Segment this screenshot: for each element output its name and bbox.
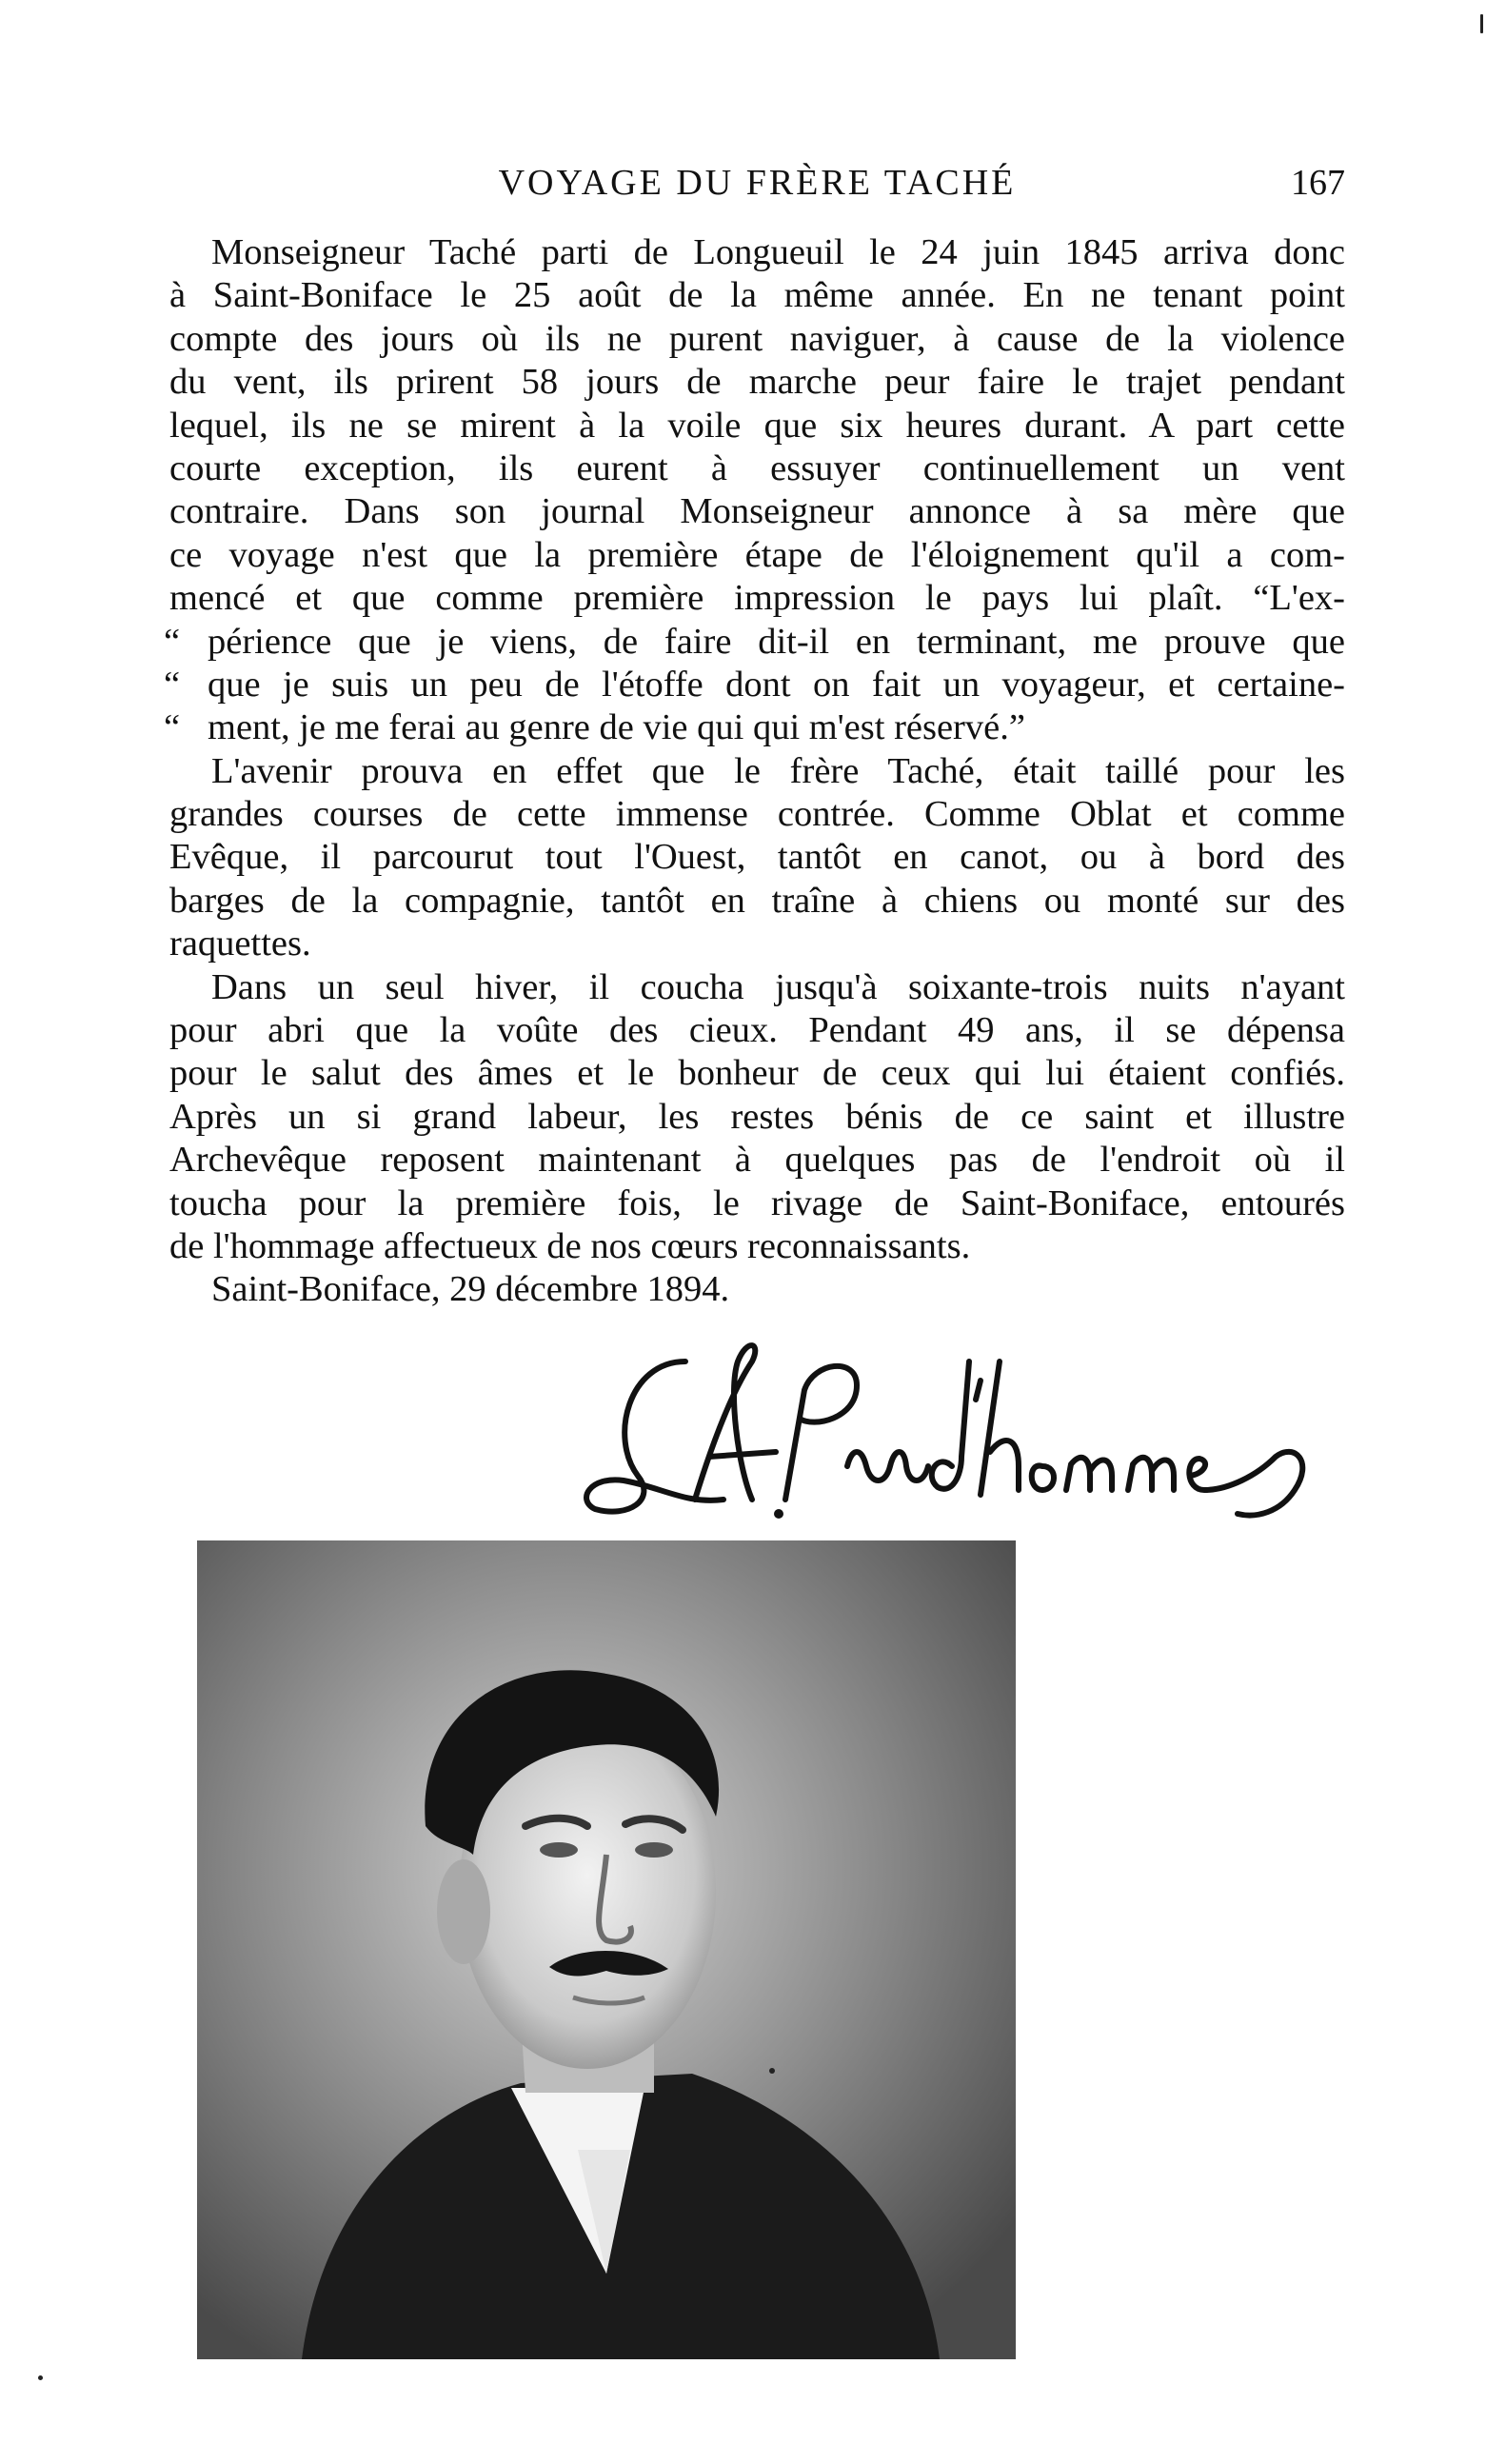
text-line: ce voyage n'est que la première étape de l'éloignement qu'il a com- <box>169 534 1345 575</box>
text-line: Monseigneur Taché parti de Longueuil le 24 juin 1845 arriva donc <box>211 232 1345 272</box>
quote-mark: “ <box>164 621 181 662</box>
text-line: raquettes. <box>169 924 311 964</box>
running-title: VOYAGE DU FRÈRE TACHÉ <box>498 163 1017 203</box>
text-line: L'avenir prouva en effet que le frère Taché, était taillé pour les <box>211 750 1345 791</box>
print-speck <box>1480 14 1483 33</box>
text-line: mencé et que comme première impression le pays lui plaît. “L'ex- <box>169 578 1345 619</box>
text-line: périence que je viens, de faire dit-il en terminant, me prouve que <box>208 621 1345 662</box>
quoted-line <box>164 664 1345 706</box>
quoted-line <box>164 706 1345 749</box>
quote-mark: “ <box>164 707 181 748</box>
text-line: à Saint-Boniface le 25 août de la même année. En ne tenant point <box>169 275 1345 316</box>
portrait-photo <box>197 1540 1016 2359</box>
page-header <box>169 162 1345 209</box>
page-number: 167 <box>1291 163 1345 203</box>
text-line: contraire. Dans son journal Monseigneur annonce à sa mère que <box>169 491 1345 532</box>
text-line: de l'hommage affectueux de nos cœurs reconnaissants. <box>169 1225 971 1266</box>
text-line: courte exception, ils eurent à essuyer continuellement un vent <box>169 447 1345 488</box>
text-line: ment, je me ferai au genre de vie qui qui m'est réservé.” <box>208 707 1025 748</box>
body-text <box>164 231 1345 1312</box>
text-line: Archevêque reposent maintenant à quelques pas de l'endroit où il <box>169 1140 1345 1181</box>
text-line: barges de la compagnie, tantôt en traîne à chiens ou monté sur des <box>169 880 1345 921</box>
text-line: Après un si grand labeur, les restes bénis de ce saint et illustre <box>169 1096 1345 1137</box>
text-line: toucha pour la première fois, le rivage de Saint-Boniface, entourés <box>169 1182 1345 1223</box>
quoted-line <box>164 621 1345 664</box>
dateline: Saint-Boniface, 29 décembre 1894. <box>211 1269 730 1310</box>
text-line: du vent, ils prirent 58 jours de marche peur faire le trajet pendant <box>169 362 1345 403</box>
text-line: pour le salut des âmes et le bonheur de ceux qui lui étaient confiés. <box>169 1053 1345 1094</box>
quote-mark: “ <box>164 664 181 705</box>
print-speck <box>769 2068 775 2074</box>
handwritten-signature <box>571 1323 1333 1542</box>
print-speck <box>38 2375 43 2380</box>
portrait-engraving <box>197 1540 1016 2359</box>
text-line: lequel, ils ne se mirent à la voile que six heures durant. A part cette <box>169 405 1345 446</box>
text-line: que je suis un peu de l'étoffe dont on fait un voyageur, et certaine- <box>208 664 1345 705</box>
text-line: compte des jours où ils ne purent naviguer, à cause de la violence <box>169 318 1345 359</box>
text-line: pour abri que la voûte des cieux. Pendant 49 ans, il se dépensa <box>169 1010 1345 1051</box>
text-line: Dans un seul hiver, il coucha jusqu'à soixante-trois nuits n'ayant <box>211 966 1345 1007</box>
text-line: grandes courses de cette immense contrée. Comme Oblat et comme <box>169 794 1345 835</box>
text-line: Evêque, il parcourut tout l'Ouest, tantôt en canot, ou à bord des <box>169 837 1345 878</box>
